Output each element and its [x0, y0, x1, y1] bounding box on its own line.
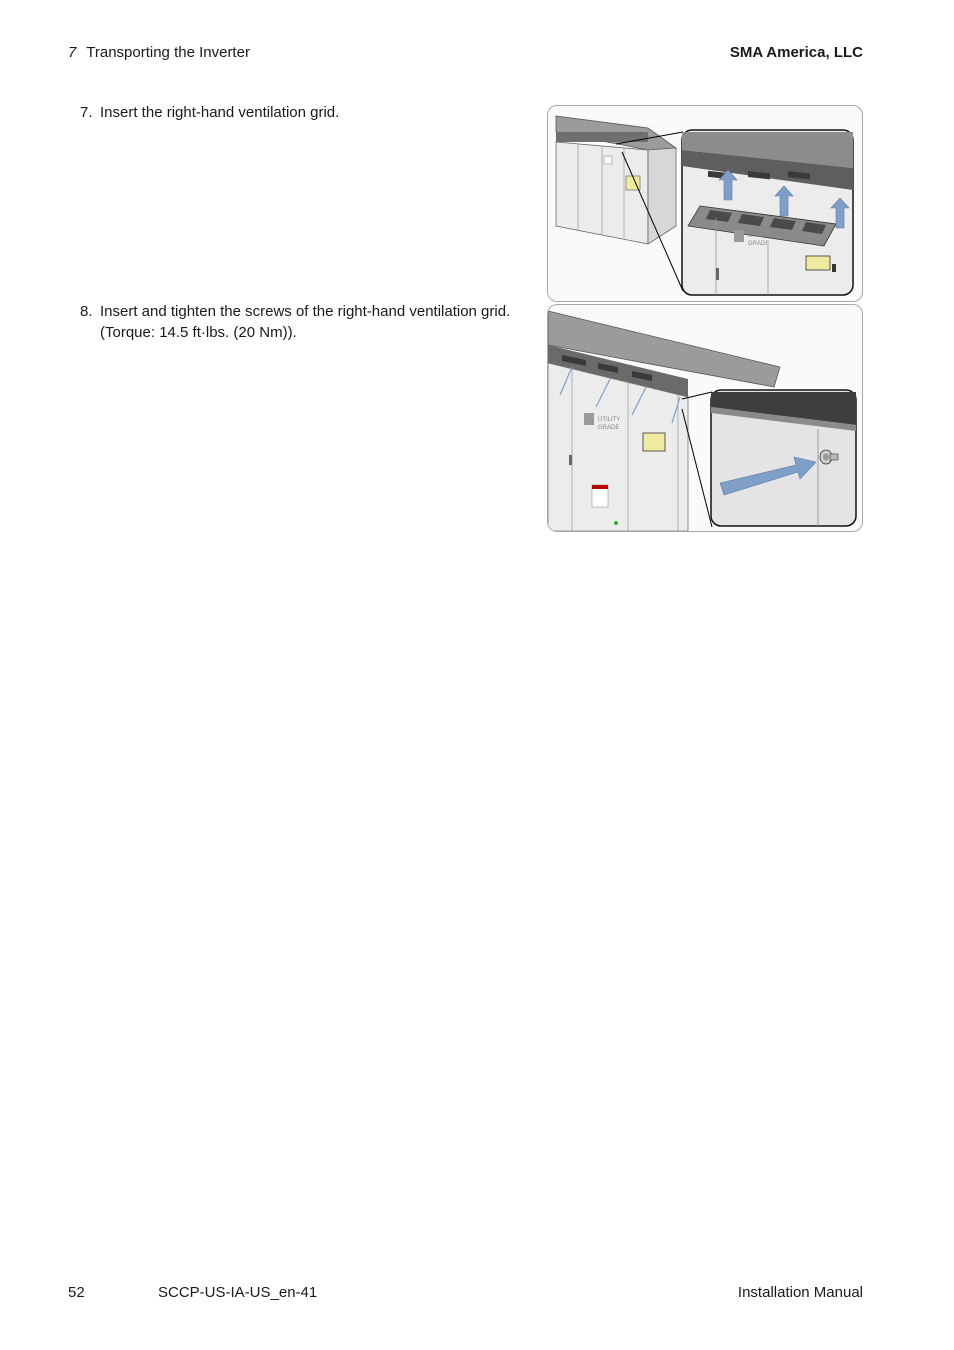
chapter-number: 7 [68, 44, 77, 61]
zoom-detail-grid [682, 130, 853, 295]
step-number: 7. [80, 104, 93, 121]
page-number: 52 [68, 1284, 85, 1301]
chapter-title: Transporting the Inverter [86, 44, 250, 61]
badge-grade-text: GRADE [598, 425, 620, 431]
figure-insert-ventilation-grid [547, 105, 863, 302]
badge-utility-text: UTILITY [598, 417, 621, 423]
step-number: 8. [80, 303, 93, 320]
running-header-company: SMA America, LLC [729, 44, 863, 61]
inverter-illustration-2 [548, 305, 862, 531]
running-header-chapter [68, 44, 250, 61]
zoom-detail-screw [711, 390, 856, 526]
figure-tighten-screws [547, 304, 863, 532]
document-code: SCCP-US-IA-US_en-41 [158, 1284, 318, 1301]
document-type: Installation Manual [737, 1284, 863, 1301]
step-7 [80, 102, 339, 123]
step-8 [80, 301, 510, 343]
badge-grade-text: GRADE [748, 241, 770, 247]
step-text: Insert the right-hand ventilation grid. [100, 104, 340, 121]
inverter-illustration-1 [548, 106, 862, 301]
step-text-torque: (Torque: 14.5 ft·lbs. (20 Nm)). [100, 324, 297, 341]
badge-utility-text: UTILITY [748, 233, 771, 239]
step-text: Insert and tighten the screws of the right-hand ventilation grid. [100, 303, 511, 320]
